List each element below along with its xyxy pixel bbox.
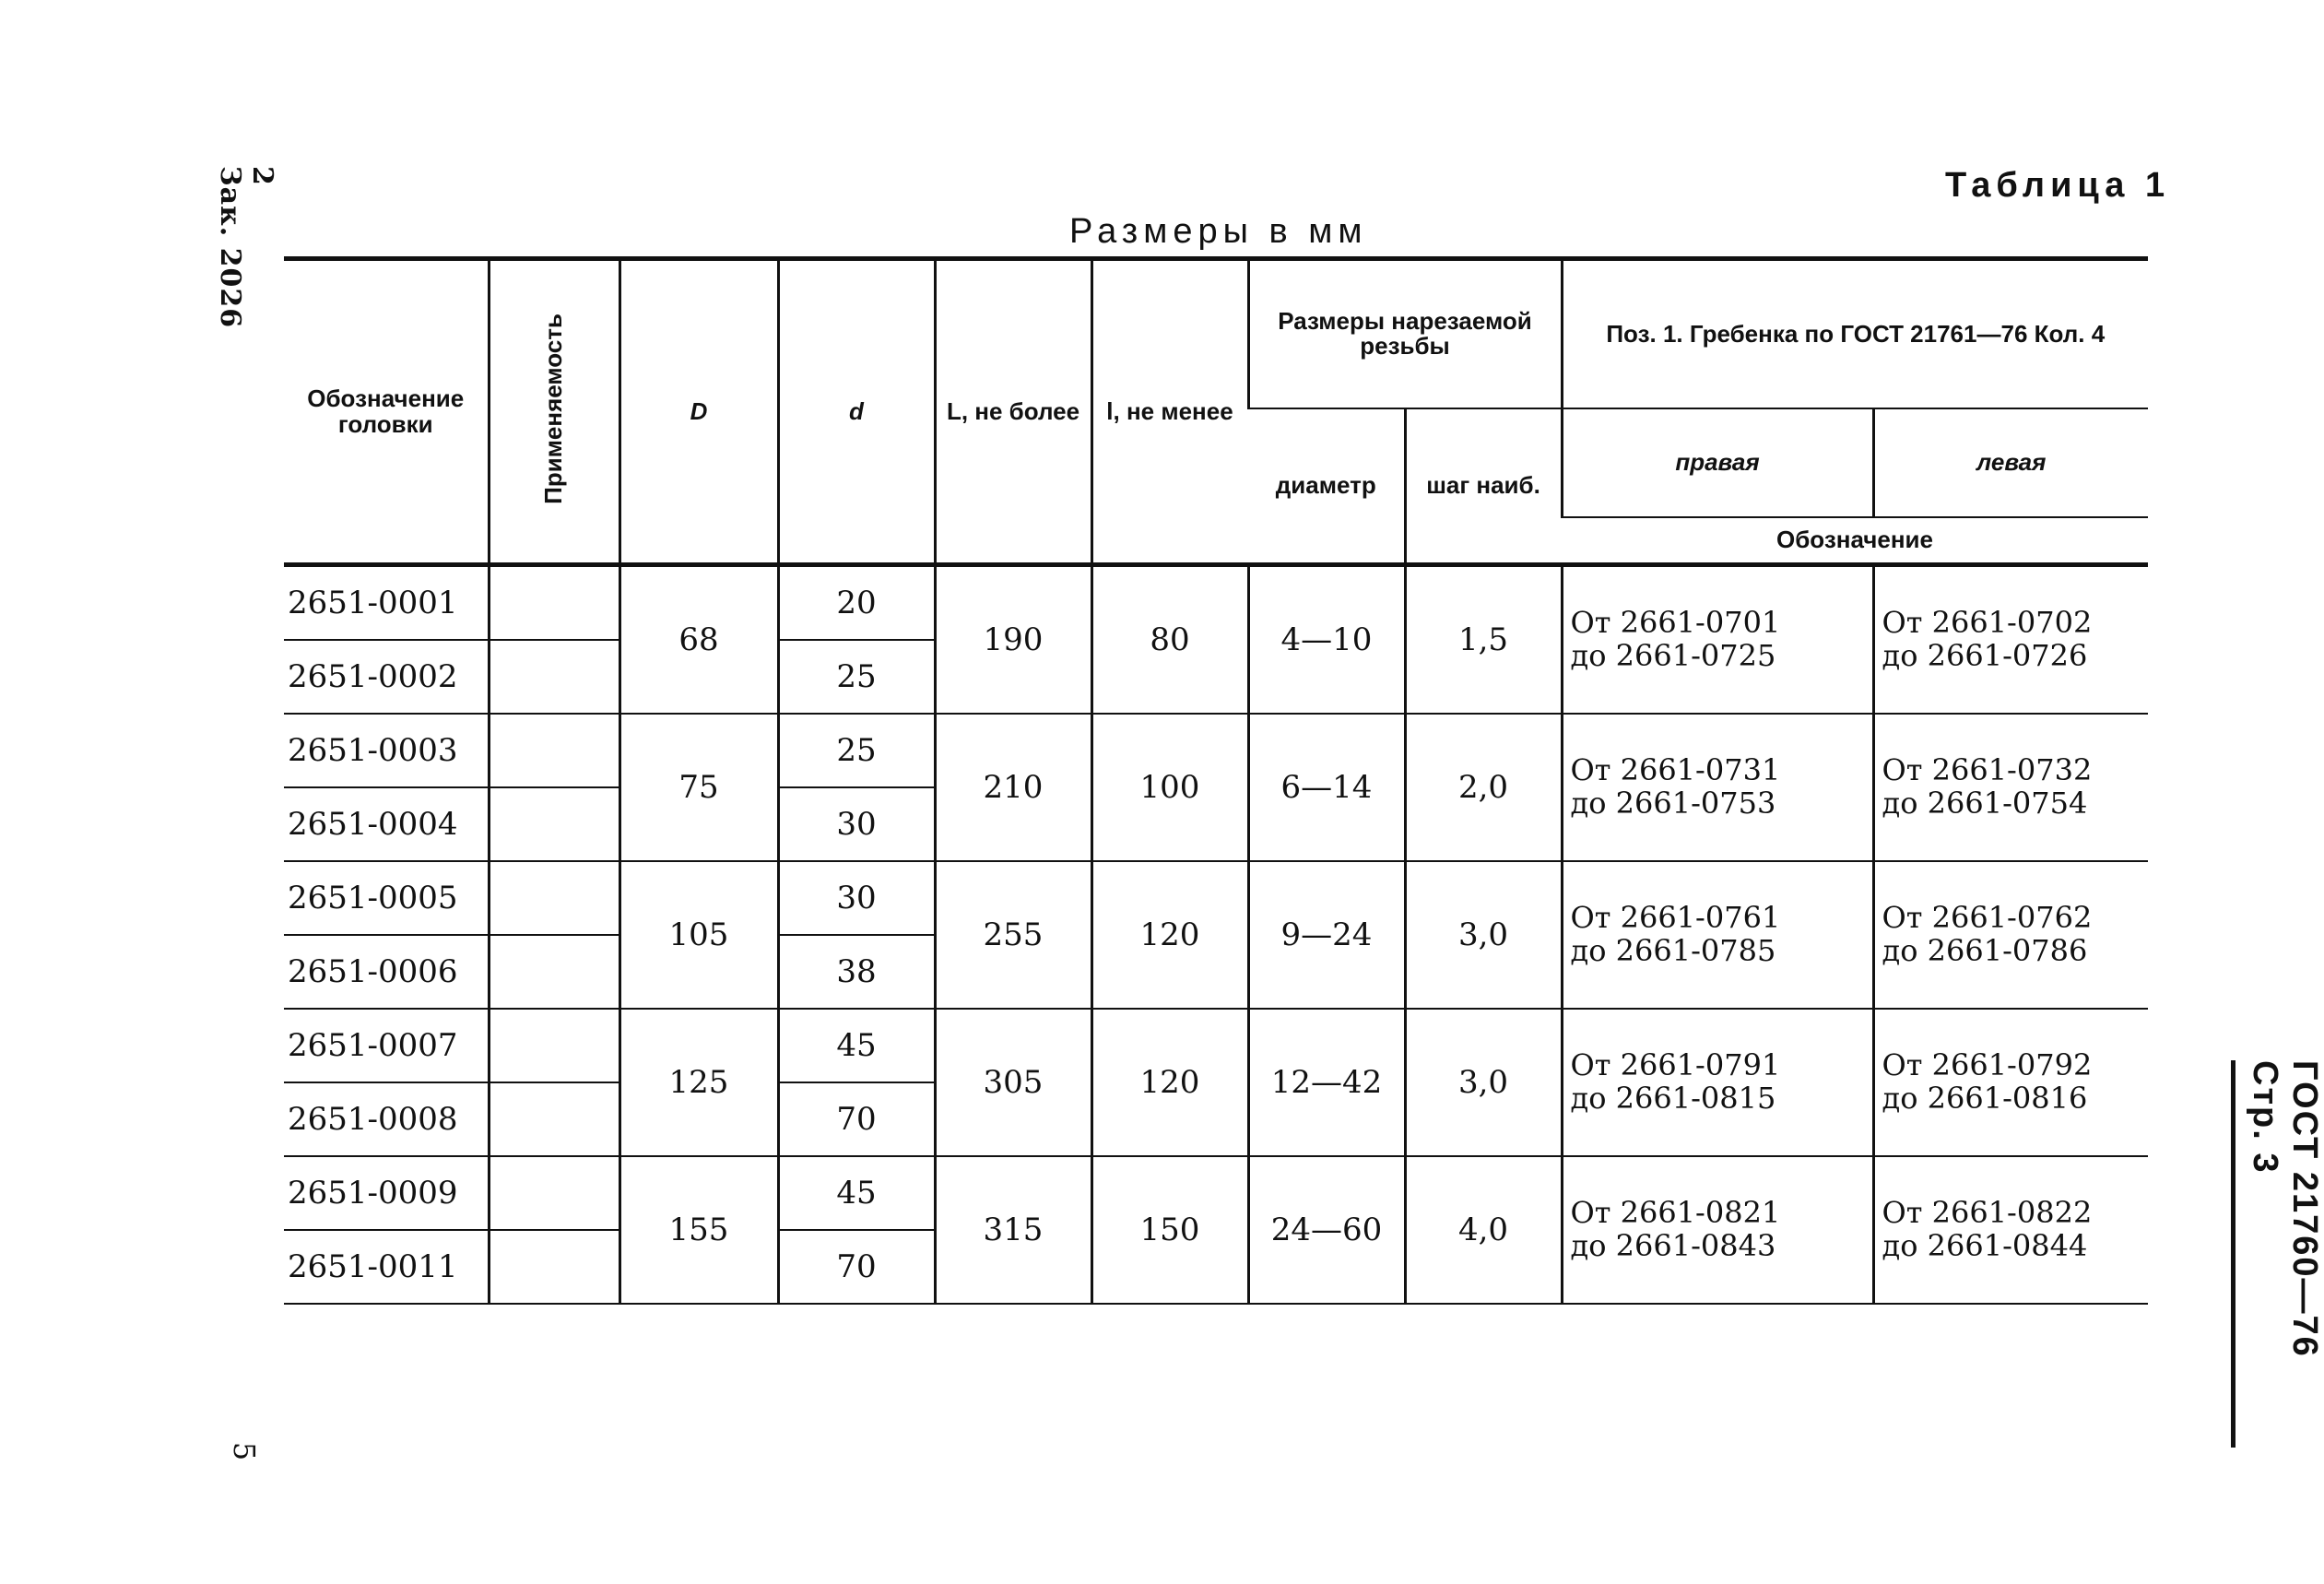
left-comb-line: От 2661-0732 bbox=[1882, 752, 2093, 788]
head-designation: 2651-0003 bbox=[284, 714, 489, 787]
right-comb-line: до 2661-0815 bbox=[1570, 1081, 1776, 1116]
D-value: 75 bbox=[619, 714, 778, 861]
right-comb-line: до 2661-0725 bbox=[1570, 638, 1776, 673]
head-designation: 2651-0008 bbox=[284, 1082, 489, 1156]
right-comb-line: От 2661-0731 bbox=[1570, 752, 1781, 788]
left-comb-line: до 2661-0726 bbox=[1882, 638, 2088, 673]
thread-pitch: 4,0 bbox=[1405, 1156, 1562, 1304]
D-value: 125 bbox=[619, 1009, 778, 1156]
head-designation: 2651-0004 bbox=[284, 787, 489, 861]
left-comb-line: От 2661-0822 bbox=[1882, 1195, 2093, 1231]
order-reference: Зак. 2026 bbox=[214, 166, 246, 329]
applicability-cell bbox=[489, 640, 619, 714]
head-designation: 2651-0011 bbox=[284, 1230, 489, 1304]
d-value: 45 bbox=[778, 1009, 935, 1082]
col-L: L, не более bbox=[935, 259, 1091, 565]
left-comb-line: От 2661-0762 bbox=[1882, 900, 2093, 936]
left-comb-range bbox=[1873, 714, 2148, 861]
col-right: правая bbox=[1562, 408, 1873, 517]
col-designation: Обозначение головки bbox=[284, 259, 489, 565]
applicability-cell bbox=[489, 787, 619, 861]
col-applicability: Применяемость bbox=[489, 259, 619, 565]
left-comb-range bbox=[1873, 861, 2148, 1009]
L-value: 315 bbox=[935, 1156, 1091, 1304]
d-value: 45 bbox=[778, 1156, 935, 1230]
table-body bbox=[284, 565, 2148, 1305]
table-row bbox=[284, 1009, 2148, 1082]
applicability-cell bbox=[489, 1156, 619, 1230]
L-value: 305 bbox=[935, 1009, 1091, 1156]
left-comb-range bbox=[1873, 1156, 2148, 1304]
l-value: 120 bbox=[1091, 861, 1248, 1009]
l-value: 120 bbox=[1091, 1009, 1248, 1156]
d-value: 25 bbox=[778, 640, 935, 714]
right-comb-line: От 2661-0791 bbox=[1570, 1047, 1781, 1083]
col-D: D bbox=[619, 259, 778, 565]
d-value: 20 bbox=[778, 565, 935, 641]
head-designation: 2651-0005 bbox=[284, 861, 489, 935]
applicability-cell bbox=[489, 565, 619, 641]
thread-diameter: 4—10 bbox=[1248, 565, 1405, 715]
thread-pitch: 1,5 bbox=[1405, 565, 1562, 715]
l-value: 80 bbox=[1091, 565, 1248, 715]
left-comb-line: до 2661-0754 bbox=[1882, 786, 2088, 821]
thread-diameter: 9—24 bbox=[1248, 861, 1405, 1009]
d-value: 30 bbox=[778, 787, 935, 861]
head-designation: 2651-0002 bbox=[284, 640, 489, 714]
D-value: 68 bbox=[619, 565, 778, 715]
thread-pitch: 3,0 bbox=[1405, 1009, 1562, 1156]
applicability-cell bbox=[489, 1009, 619, 1082]
thread-pitch: 2,0 bbox=[1405, 714, 1562, 861]
left-comb-range bbox=[1873, 565, 2148, 715]
right-comb-line: до 2661-0785 bbox=[1570, 933, 1776, 968]
left-comb-line: От 2661-0792 bbox=[1882, 1047, 2093, 1083]
right-comb-line: От 2661-0821 bbox=[1570, 1195, 1781, 1231]
applicability-cell bbox=[489, 935, 619, 1009]
col-pitch: шаг наиб. bbox=[1405, 408, 1562, 565]
left-margin bbox=[214, 166, 278, 328]
left-page-number: 2 bbox=[246, 166, 278, 186]
units-caption: Размеры в мм bbox=[1069, 212, 1368, 251]
applicability-cell bbox=[489, 1230, 619, 1304]
col-oboznachenie: Обозначение bbox=[1776, 526, 1933, 554]
table-row bbox=[284, 565, 2148, 641]
thread-diameter: 6—14 bbox=[1248, 714, 1405, 861]
right-comb-line: От 2661-0701 bbox=[1570, 605, 1781, 641]
col-left: левая bbox=[1873, 408, 2148, 517]
right-comb-range bbox=[1562, 565, 1873, 715]
table-row bbox=[284, 714, 2148, 787]
applicability-cell bbox=[489, 861, 619, 935]
col-diameter: диаметр bbox=[1275, 471, 1376, 500]
head-designation: 2651-0007 bbox=[284, 1009, 489, 1082]
right-comb-range bbox=[1562, 714, 1873, 861]
left-comb-line: до 2661-0844 bbox=[1882, 1228, 2088, 1263]
right-comb-line: до 2661-0843 bbox=[1570, 1228, 1776, 1263]
standard-running-head: ГОСТ 21760—76 Стр. 3 bbox=[2231, 1060, 2324, 1448]
spec-table bbox=[284, 256, 2148, 1305]
L-value: 190 bbox=[935, 565, 1091, 715]
right-comb-range bbox=[1562, 1156, 1873, 1304]
table-header bbox=[284, 259, 2148, 565]
thread-group-header: Размеры нарезаемой резьбы bbox=[1248, 259, 1562, 408]
d-value: 38 bbox=[778, 935, 935, 1009]
left-comb-line: до 2661-0816 bbox=[1882, 1081, 2088, 1116]
table-label: Таблица 1 bbox=[1945, 166, 2171, 205]
head-designation: 2651-0009 bbox=[284, 1156, 489, 1230]
L-value: 210 bbox=[935, 714, 1091, 861]
thread-diameter: 24—60 bbox=[1248, 1156, 1405, 1304]
d-value: 25 bbox=[778, 714, 935, 787]
left-comb-line: до 2661-0786 bbox=[1882, 933, 2088, 968]
right-comb-line: От 2661-0761 bbox=[1570, 900, 1781, 936]
head-designation: 2651-0006 bbox=[284, 935, 489, 1009]
thread-diameter: 12—42 bbox=[1248, 1009, 1405, 1156]
applicability-cell bbox=[489, 1082, 619, 1156]
thread-pitch: 3,0 bbox=[1405, 861, 1562, 1009]
bottom-margin-number: 5 bbox=[227, 1441, 263, 1461]
table-row bbox=[284, 1156, 2148, 1230]
comb-group-header: Поз. 1. Гребенка по ГОСТ 21761—76 Кол. 4 bbox=[1562, 259, 2148, 408]
right-comb-range bbox=[1562, 1009, 1873, 1156]
D-value: 155 bbox=[619, 1156, 778, 1304]
applicability-cell bbox=[489, 714, 619, 787]
l-value: 100 bbox=[1091, 714, 1248, 861]
d-value: 30 bbox=[778, 861, 935, 935]
l-value: 150 bbox=[1091, 1156, 1248, 1304]
D-value: 105 bbox=[619, 861, 778, 1009]
left-comb-line: От 2661-0702 bbox=[1882, 605, 2093, 641]
head-designation: 2651-0001 bbox=[284, 565, 489, 641]
right-comb-line: до 2661-0753 bbox=[1570, 786, 1776, 821]
d-value: 70 bbox=[778, 1082, 935, 1156]
col-d: d bbox=[778, 259, 935, 565]
left-comb-range bbox=[1873, 1009, 2148, 1156]
table-row bbox=[284, 861, 2148, 935]
right-comb-range bbox=[1562, 861, 1873, 1009]
col-l: l, не менее bbox=[1091, 259, 1248, 565]
d-value: 70 bbox=[778, 1230, 935, 1304]
L-value: 255 bbox=[935, 861, 1091, 1009]
